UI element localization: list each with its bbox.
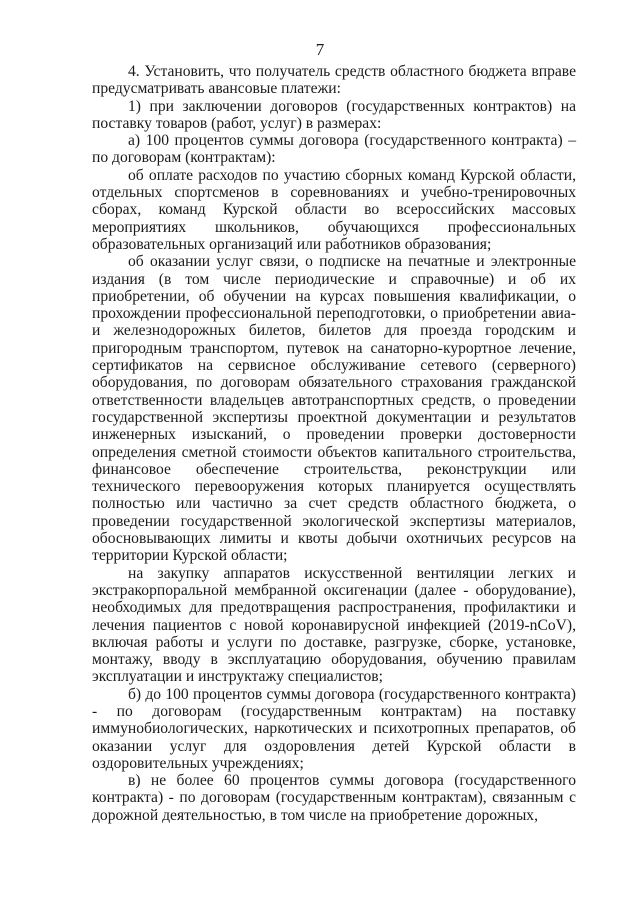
paragraph-subitem-b: б) до 100 процентов суммы договора (государственного контракта) - по договорам (государственным контрактам) на поставку иммунобиологических, наркотических и психотропных препаратов, об оказании услуг для оздоровления детей Курской области в оздоровительных учреждениях;	[92, 685, 576, 772]
paragraph-item-4-intro: 4. Установить, что получатель средств областного бюджета вправе предусматривать авансовые платежи:	[92, 63, 576, 98]
page-number: 7	[315, 40, 325, 59]
paragraph-subitem-a: а) 100 процентов суммы договора (государственного контракта) – по договорам (контрактам):	[92, 132, 576, 167]
paragraph-ventilation-equipment: на закупку аппаратов искусственной вентиляции легких и экстракорпоральной мембранной оксигенации (далее - оборудование), необходимых для предотвращения распространения, профилактики и лечения пациентов с новой коронавирусной инфекцией (2019-nCoV), включая работы и услуги по доставке, разгрузке, сборке, установке, монтажу, вводу в эксплуатацию оборудования, обучению правилам эксплуатации и инструктажу специалистов;	[92, 564, 576, 686]
paragraph-sports-expenses: об оплате расходов по участию сборных команд Курской области, отдельных спортсменов в соревнованиях и учебно-тренировочных сборах, команд Курской области во всероссийских массовых мероприятиях школьников, обучающихся профессиональных образовательных организаций или работников образования;	[92, 166, 576, 253]
paragraph-services-list: об оказании услуг связи, о подписке на печатные и электронные издания (в том числе периодические и справочные) и об их приобретении, об обучении на курсах повышения квалификации, о прохождении профессиональной переподготовки, о приобретении авиа- и железнодорожных билетов, билетов для проезда городским и пригородным транспортом, путевок на санаторно-курортное лечение, сертификатов на сервисное обслуживание сетевого (серверного) оборудования, по договорам обязательного страхования гражданской ответственности владельцев автотранспортных средств, о проведении государственной экспертизы проектной документации и результатов инженерных изысканий, о проведении проверки достоверности определения сметной стоимости объектов капитального строительства, финансовое обеспечение строительства, реконструкции или технического перевооружения которых планируется осуществлять полностью или частично за счет средств областного бюджета, о проведении государственной экологической экспертизы материалов, обосновывающих лимиты и квоты добычи охотничьих ресурсов на территории Курской области;	[92, 253, 576, 565]
paragraph-subitem-v: в) не более 60 процентов суммы договора (государственного контракта) - по договорам (государственным контрактам), связанным с дорожной деятельностью, в том числе на приобретение дорожных,	[92, 772, 576, 824]
document-body	[92, 63, 576, 824]
paragraph-subitem-1: 1) при заключении договоров (государственных контрактов) на поставку товаров (работ, услуг) в размерах:	[92, 97, 576, 132]
